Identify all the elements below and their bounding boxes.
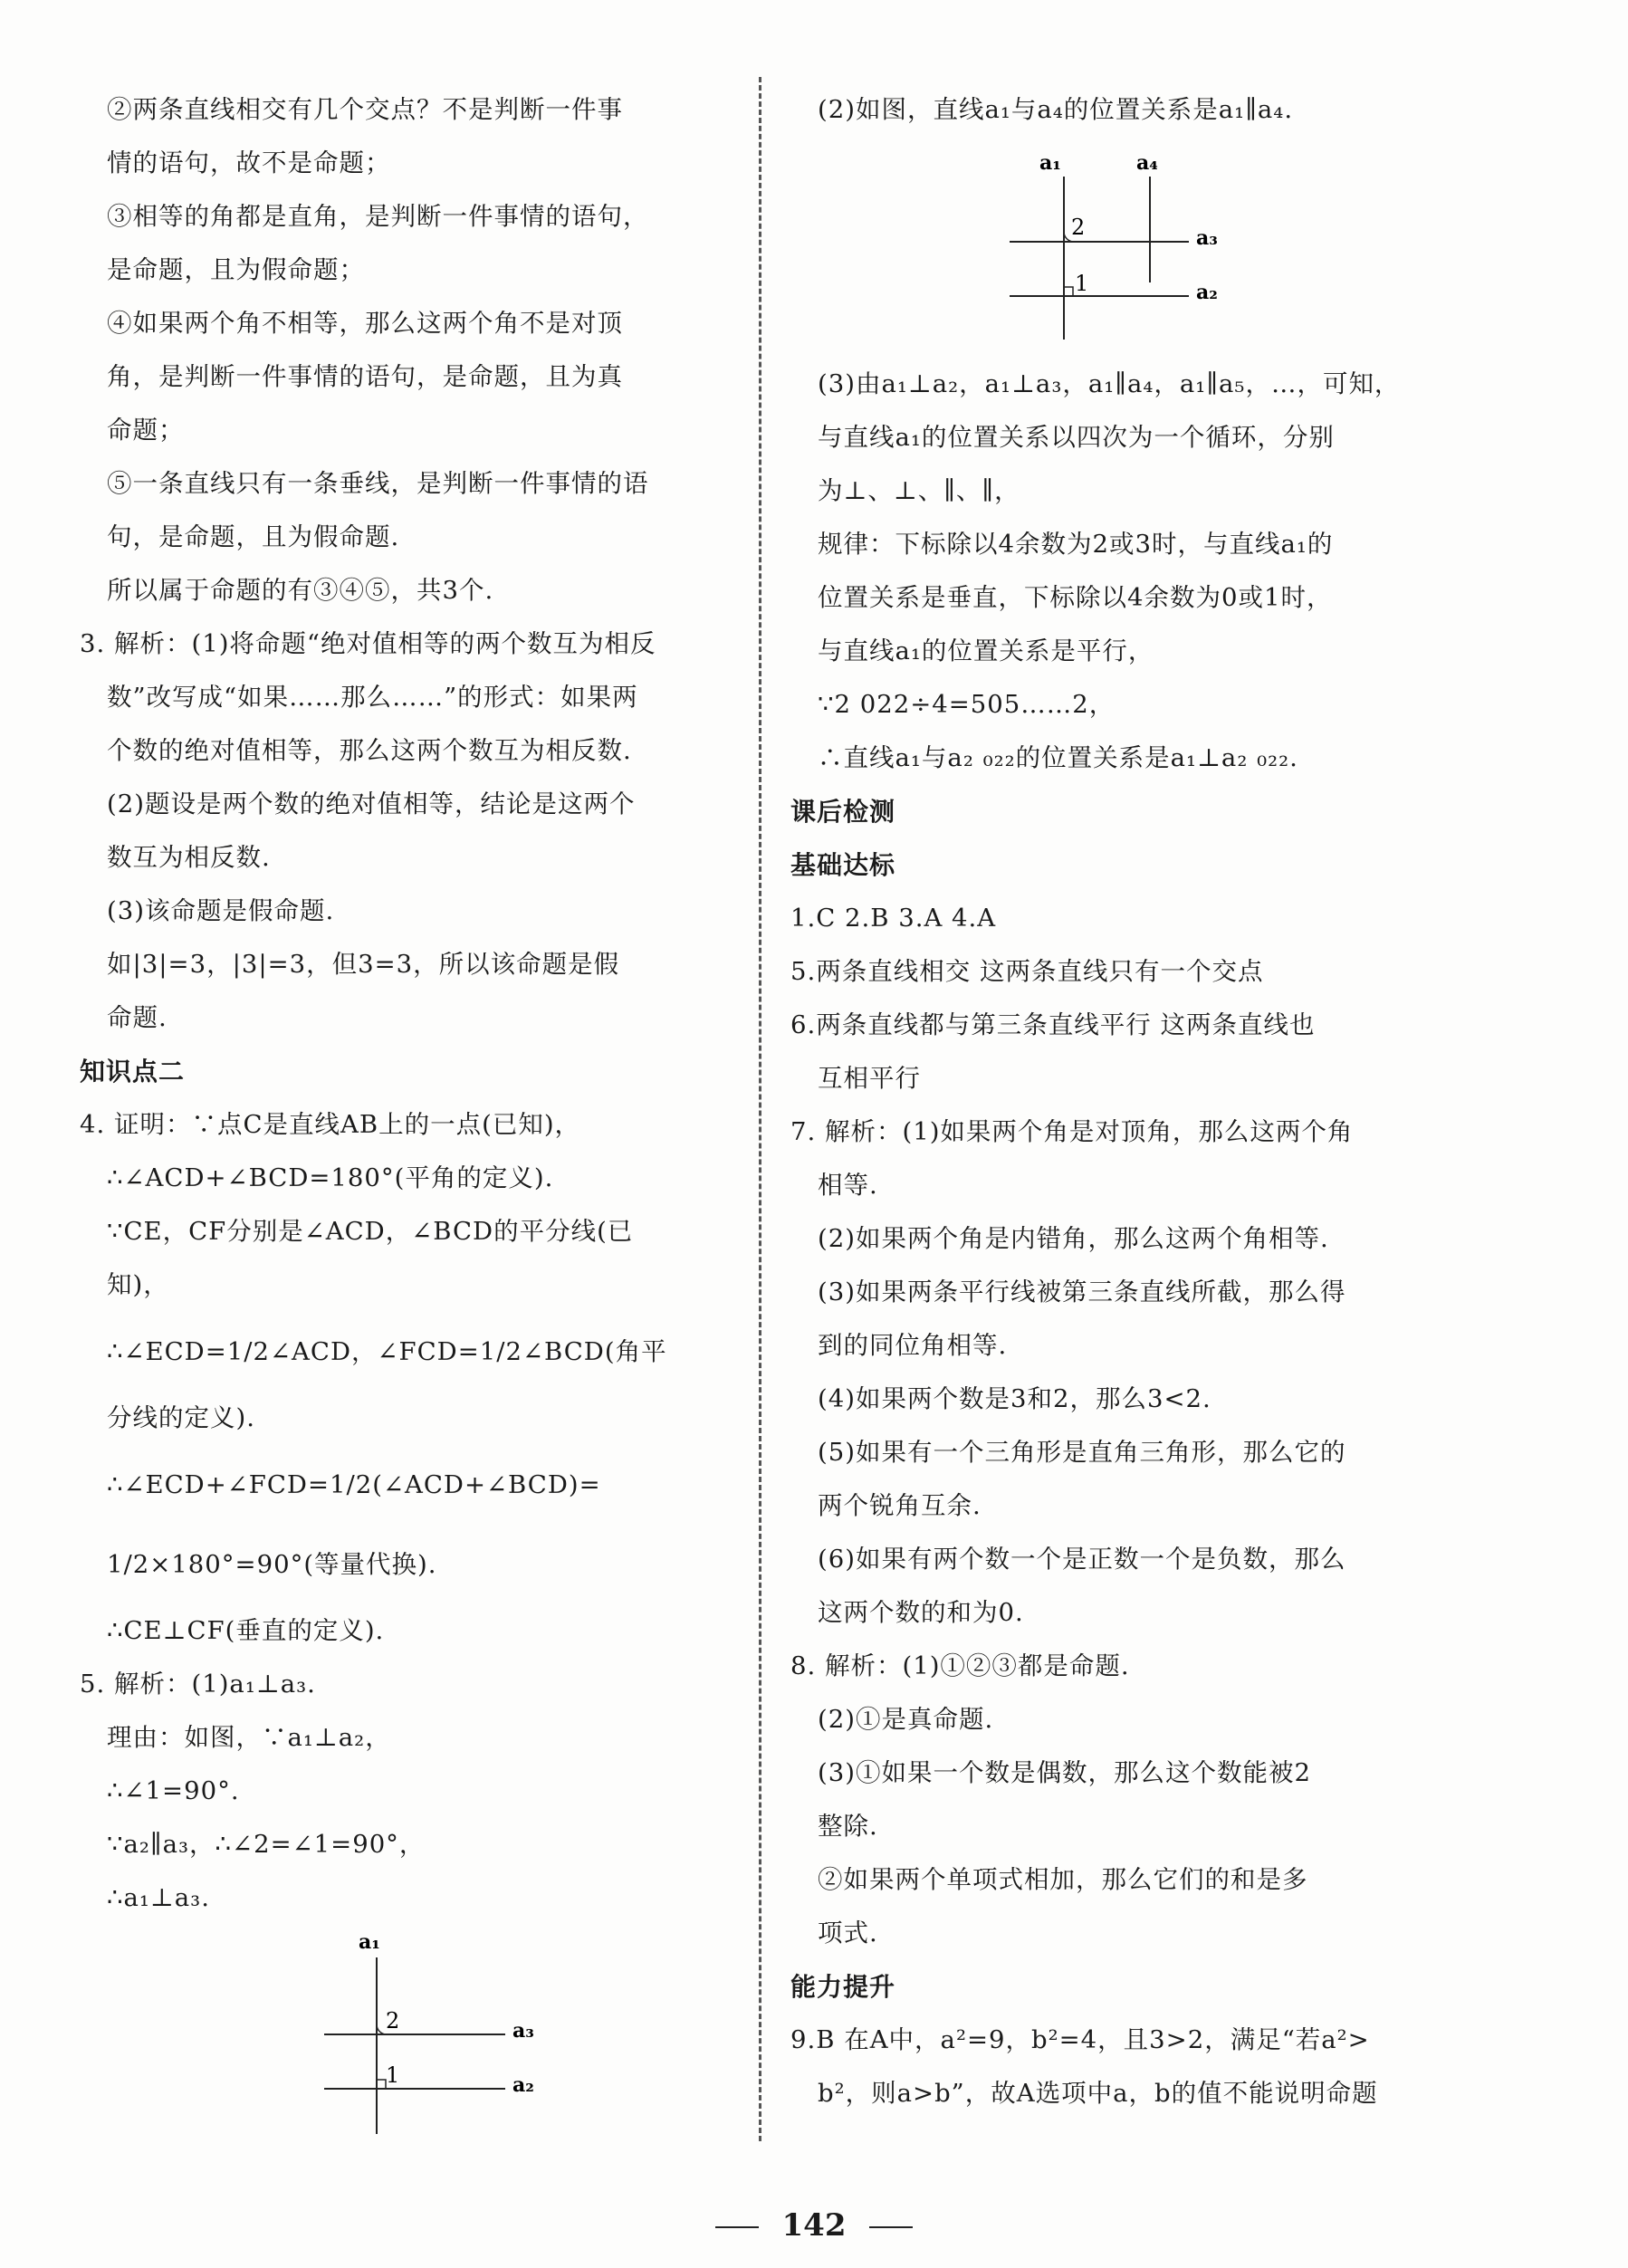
text-line: 个数的绝对值相等，那么这两个数互为相反数.	[107, 736, 632, 765]
text-line: ②如果两个单项式相加，那么它们的和是多	[818, 1865, 1308, 1894]
fraction-line: 1/2×180°=90°(等量代换).	[107, 1550, 437, 1579]
text-line: 知)，	[107, 1270, 169, 1299]
text-line: ∴∠1=90°.	[107, 1776, 240, 1805]
text-line: 数互为相反数.	[107, 843, 271, 872]
text-line: (4)如果两个数是3和2，那么3<2.	[818, 1384, 1211, 1413]
text-line: 与直线a₁的位置关系以四次为一个循环，分别	[818, 423, 1335, 452]
footer-dash-right	[869, 2226, 913, 2228]
fraction-line: ∴∠ECD+∠FCD=1/2(∠ACD+∠BCD)=	[107, 1470, 601, 1499]
text-line: ∵CE，CF分别是∠ACD，∠BCD的平分线(已	[107, 1217, 634, 1246]
label-a2: a₂	[1196, 281, 1218, 304]
text-line: 与直线a₁的位置关系是平行，	[818, 636, 1154, 665]
text-line: 是命题，且为假命题；	[107, 255, 365, 284]
text-line: (2)如图，直线a₁与a₄的位置关系是a₁∥a₄.	[818, 95, 1294, 124]
section-heading-after-class: 课后检测	[790, 797, 896, 827]
text-line: 互相平行	[818, 1064, 921, 1093]
question-3-line: 3. 解析：(1)将命题“绝对值相等的两个数互为相反	[80, 629, 656, 658]
page-number: 142	[781, 2207, 847, 2244]
text-line: 命题.	[107, 1003, 168, 1032]
text-line: ③相等的角都是直角，是判断一件事情的语句，	[107, 202, 649, 231]
question-7-line: 7. 解析：(1)如果两个角是对顶角，那么这两个角	[790, 1117, 1354, 1146]
text-line: 命题；	[107, 416, 185, 445]
fraction-line: ∴∠ECD=1/2∠ACD，∠FCD=1/2∠BCD(角平	[107, 1337, 667, 1366]
text-line: (3)由a₁⊥a₂，a₁⊥a₃，a₁∥a₄，a₁∥a₅，…，可知，	[818, 369, 1401, 398]
footer-dash-left	[715, 2226, 759, 2228]
text-line: b²，则a>b”，故A选项中a，b的值不能说明命题	[818, 2079, 1378, 2108]
text-line: ∵2 022÷4=505……2，	[818, 690, 1116, 719]
label-a2: a₂	[512, 2073, 534, 2097]
text-line: (5)如果有一个三角形是直角三角形，那么它的	[818, 1438, 1346, 1467]
text-line: ②两条直线相交有几个交点？不是判断一件事	[107, 95, 623, 124]
label-a4: a₄	[1136, 151, 1158, 175]
text-line: 两个锐角互余.	[818, 1491, 982, 1520]
text-line: (3)如果两条平行线被第三条直线所截，那么得	[818, 1278, 1346, 1306]
section-heading-advanced: 能力提升	[790, 1972, 896, 2002]
angle-2-label: 2	[1071, 215, 1086, 240]
angle-2-label: 2	[386, 2008, 400, 2034]
text-line: 为⊥、⊥、∥、∥，	[818, 476, 1020, 505]
figure-lines-a1-a4	[818, 142, 1397, 350]
angle-1-label: 1	[1075, 271, 1089, 296]
text-line: 数”改写成“如果……那么……”的形式：如果两	[107, 683, 638, 712]
section-heading-basic: 基础达标	[790, 850, 896, 880]
section-heading-knowledge-point-2: 知识点二	[80, 1057, 186, 1086]
text-line: ∴CE⊥CF(垂直的定义).	[107, 1616, 385, 1645]
text-line: (2)题设是两个数的绝对值相等，结论是这两个	[107, 789, 636, 818]
text-line: 如|3|=3，|3|=3，但3=3，所以该命题是假	[107, 950, 620, 979]
label-a1: a₁	[359, 1930, 380, 1954]
question-9-line: 9.B 在A中，a²=9，b²=4，且3>2，满足“若a²>	[790, 2025, 1370, 2054]
text-line: 项式.	[818, 1919, 878, 1947]
text-line: 规律：下标除以4余数为2或3时，与直线a₁的	[818, 530, 1334, 559]
text-line: 分线的定义).	[107, 1403, 255, 1432]
answer-6: 6.两条直线都与第三条直线平行 这两条直线也	[790, 1010, 1316, 1039]
text-line: (3)①如果一个数是偶数，那么这个数能被2	[818, 1758, 1311, 1787]
column-divider	[759, 77, 761, 2141]
text-line: ④如果两个角不相等，那么这两个角不是对顶	[107, 309, 623, 338]
angle-1-label: 1	[386, 2062, 400, 2088]
question-5-line: 5. 解析：(1)a₁⊥a₃.	[80, 1670, 316, 1699]
text-line: (3)该命题是假命题.	[107, 896, 335, 925]
text-line: 这两个数的和为0.	[818, 1598, 1024, 1627]
text-line: ∴直线a₁与a₂ ₀₂₂的位置关系是a₁⊥a₂ ₀₂₂.	[818, 743, 1298, 772]
left-column	[80, 83, 741, 2146]
text-line: 理由：如图，∵a₁⊥a₂，	[107, 1723, 391, 1752]
label-a3: a₃	[1196, 226, 1218, 250]
text-line: (2)①是真命题.	[818, 1705, 994, 1734]
question-8-line: 8. 解析：(1)①②③都是命题.	[790, 1651, 1130, 1680]
right-column	[790, 83, 1415, 2120]
answer-5: 5.两条直线相交 这两条直线只有一个交点	[790, 957, 1264, 986]
text-line: 位置关系是垂直，下标除以4余数为0或1时，	[818, 583, 1333, 612]
label-a1: a₁	[1039, 151, 1061, 175]
figure-lines-a1-a2-a3	[107, 1930, 650, 2139]
answers-1-4: 1.C 2.B 3.A 4.A	[790, 904, 997, 933]
label-a3: a₃	[512, 2019, 534, 2043]
text-line: 句，是命题，且为假命题.	[107, 522, 400, 551]
text-line: 相等.	[818, 1171, 878, 1200]
text-line: ∵a₂∥a₃，∴∠2=∠1=90°，	[107, 1830, 426, 1859]
text-line: (6)如果有两个数一个是正数一个是负数，那么	[818, 1545, 1346, 1574]
question-4-line: 4. 证明：∵点C是直线AB上的一点(已知)，	[80, 1110, 581, 1139]
text-line: ⑤一条直线只有一条垂线，是判断一件事情的语	[107, 469, 649, 498]
text-line: 角，是判断一件事情的语句，是命题，且为真	[107, 362, 623, 391]
text-line: 情的语句，故不是命题；	[107, 148, 391, 177]
text-line: (2)如果两个角是内错角，那么这两个角相等.	[818, 1224, 1329, 1253]
text-line: ∴∠ACD+∠BCD=180°(平角的定义).	[107, 1163, 554, 1192]
page-number-footer	[0, 2207, 1628, 2244]
text-line: ∴a₁⊥a₃.	[107, 1883, 210, 1912]
text-line: 所以属于命题的有③④⑤，共3个.	[107, 576, 494, 605]
text-line: 整除.	[818, 1812, 878, 1841]
text-line: 到的同位角相等.	[818, 1331, 1008, 1360]
